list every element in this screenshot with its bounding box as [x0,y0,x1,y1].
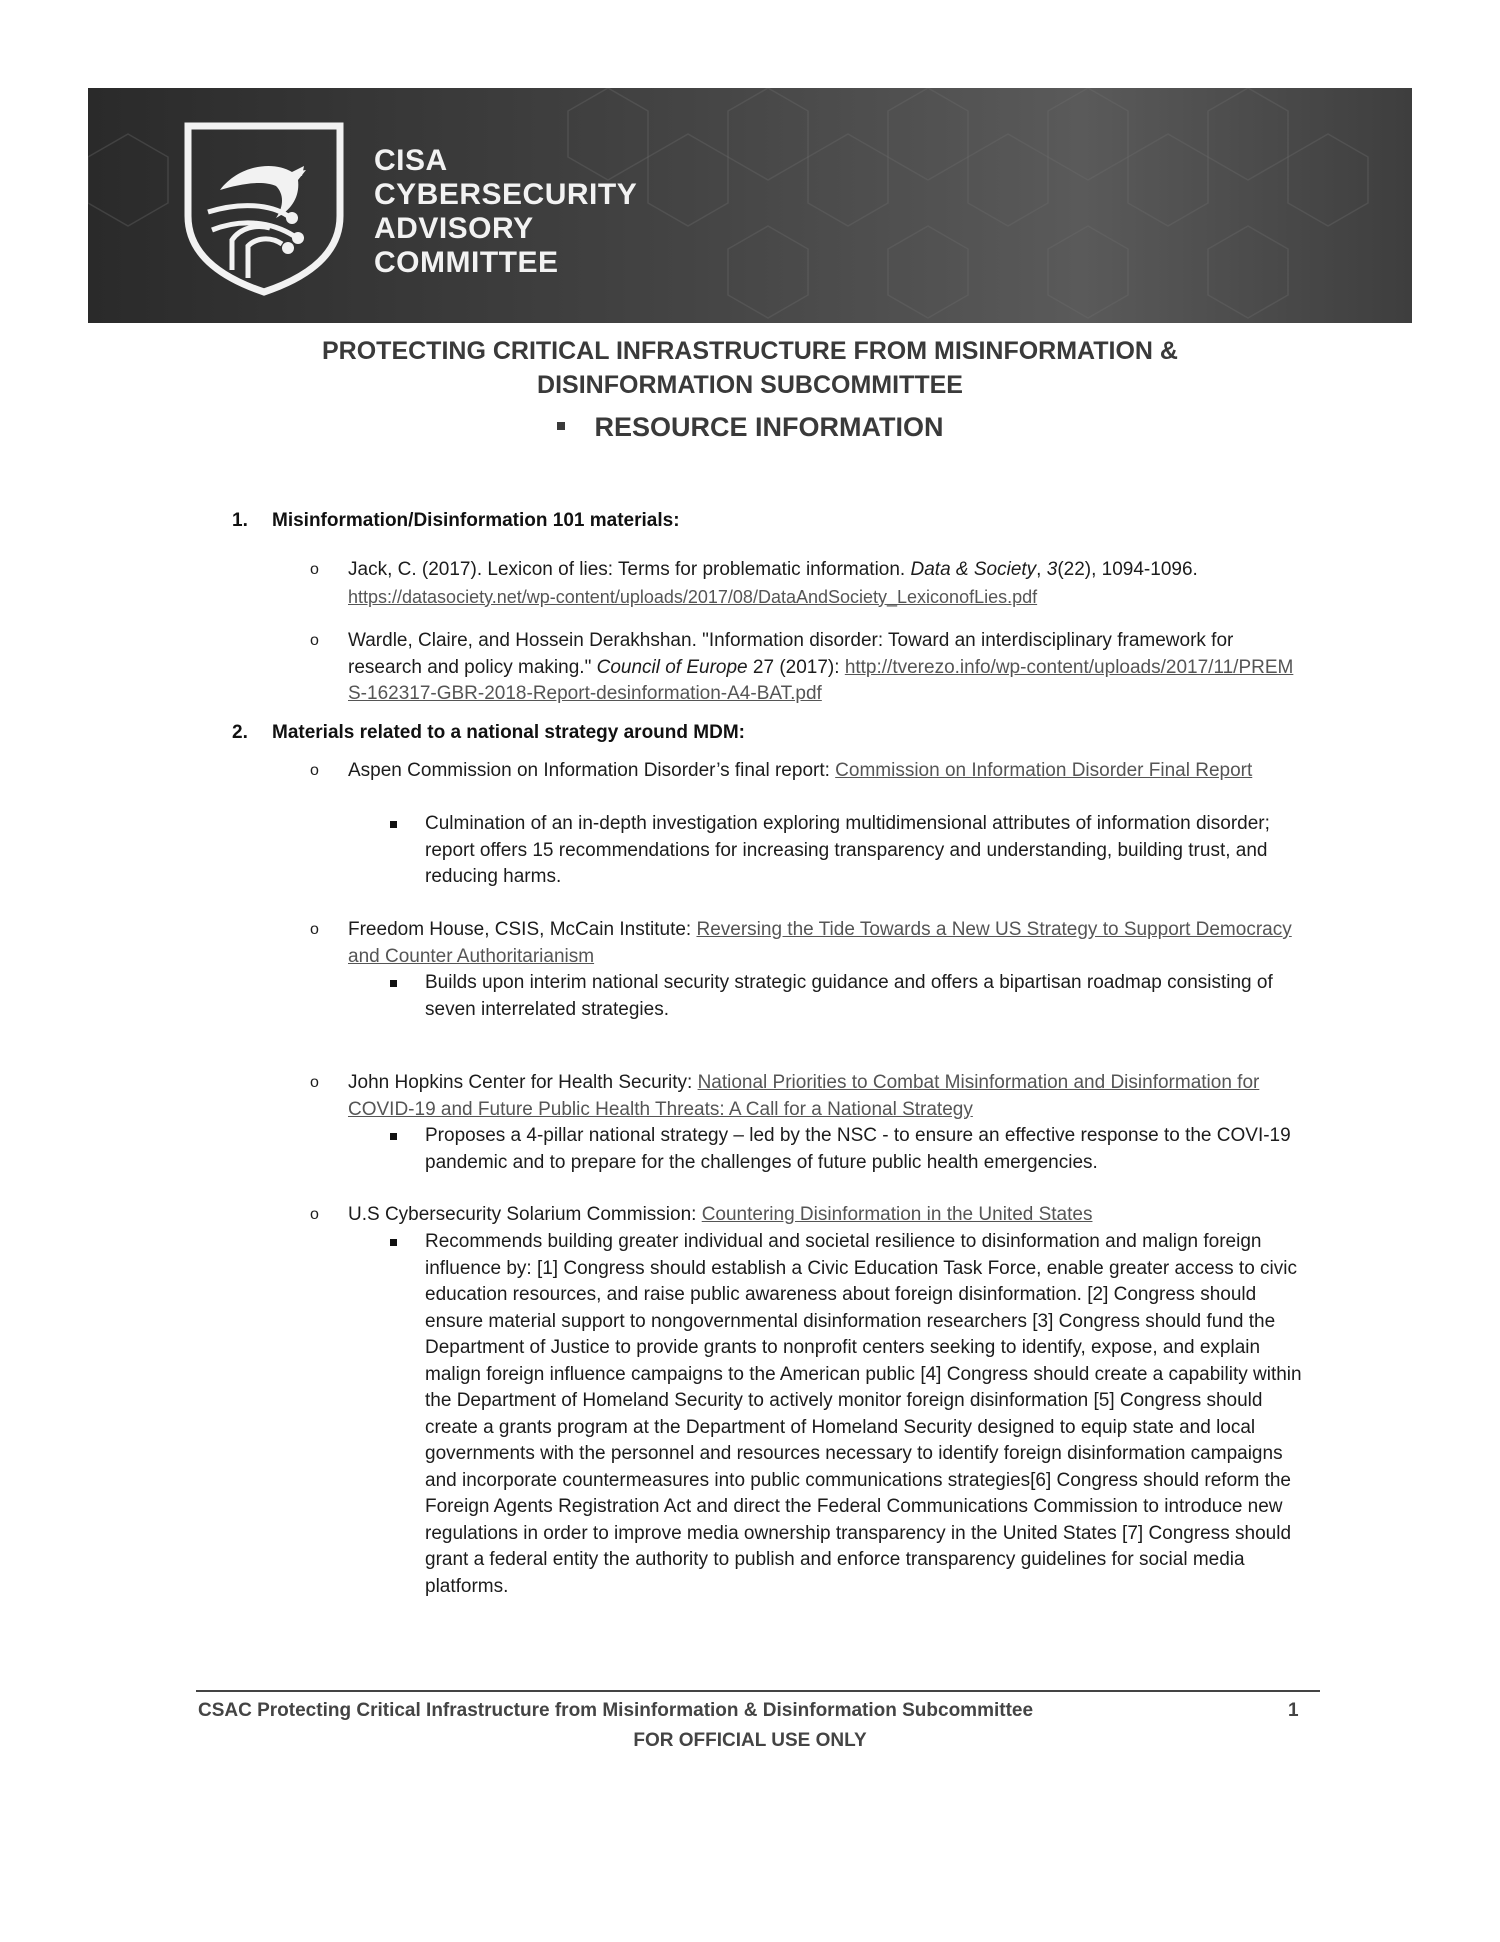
detail-item [425,970,1310,1023]
circle-bullet-icon: o [310,921,319,938]
circle-bullet-icon: o [310,1206,319,1223]
square-bullet-icon [390,1133,397,1140]
circle-bullet-icon: o [310,632,319,649]
list-item [310,1070,1298,1123]
list-item [310,1202,1298,1229]
list-item [310,758,1298,785]
resource-link[interactable]: Commission on Information Disorder Final Report [835,760,1253,781]
circle-bullet-icon: o [310,561,319,578]
section-heading-text: Misinformation/Disinformation 101 materials: [272,510,680,531]
detail-text: Recommends building greater individual and societal resilience to disinformation and malign foreign influence by: [1] Congress should establish a Civic Education Task Force, enable greater access to civic education resources, and raise public awareness about foreign disinformation. [2] Congress should ensure material support to nongovernmental disinformation researchers [3] Congress should fund the Department of Justice to provide grants to nonprofit centers seeking to identify, expose, and explain malign foreign influence campaigns to the American public [4] Congress should create a capability within the Department of Homeland Security to actively monitor foreign disinformation [5] Congress should create a grants program at the Department of Homeland Security designed to equip state and local governments with the personnel and resources necessary to identify foreign disinformation campaigns and incorporate countermeasures into public communications strategies[6] Congress should reform the Foreign Agents Registration Act and direct the Federal Communications Commission to introduce new regulations in order to improve media ownership transparency in the United States [7] Congress should grant a federal entity the authority to publish and enforce transparency guidelines for social media platforms. [425,1231,1302,1597]
citation-text: 27 (2017): [747,656,845,678]
circle-bullet-icon: o [310,762,319,779]
footer-text: CSAC Protecting Critical Infrastructure from Misinformation & Disinformation Subcommittee [198,1700,1034,1721]
title-line-2: DISINFORMATION SUBCOMMITTEE [537,371,963,399]
eagle-shield-logo-icon [180,120,348,296]
square-bullet-icon [390,980,397,987]
list-item [310,557,1298,611]
org-line: ADVISORY [374,212,534,245]
org-line: CISA [374,144,448,177]
list-item [310,917,1298,970]
page-number: 1 [1288,1700,1299,1721]
journal-name: Council of Europe [596,656,748,678]
detail-text: Proposes a 4-pillar national strategy – led by the NSC - to ensure an effective response to the COVI-19 pandemic and to prepare for the challenges of future public health emergencies. [425,1125,1291,1173]
section-heading-text: Materials related to a national strategy around MDM: [272,722,745,743]
detail-item [425,811,1310,891]
list-item [310,628,1298,708]
citation-text: Wardle, Claire, and Hossein Derakhshan. "Information disorder: Toward an interdisciplinary framework for research and policy making." [348,630,1234,678]
title-line-1: PROTECTING CRITICAL INFRASTRUCTURE FROM MISINFORMATION & [322,337,1178,365]
org-line: COMMITTEE [374,246,559,279]
resource-link[interactable]: Reversing the Tide Towards a New US Strategy to Support Democracy and Counter Authoritarianism [348,919,1292,967]
journal-name: Data & Society [910,559,1037,580]
detail-item [425,1123,1310,1176]
square-bullet-icon [557,422,565,430]
detail-text: Culmination of an in-depth investigation exploring multidimensional attributes of information disorder; report offers 15 recommendations for increasing transparency and understanding, building trust, and reducing harms. [425,813,1270,887]
document-title [0,334,1500,402]
reference-link[interactable]: https://datasociety.net/wp-content/uploads/2017/08/DataAndSociety_LexiconofLies.pdf [348,586,1038,607]
section-number: 1. [232,510,248,531]
circle-bullet-icon: o [310,1074,319,1091]
footer-divider [196,1690,1320,1692]
document-subtitle [0,412,1500,443]
source-name: Freedom House, CSIS, McCain Institute: [348,919,697,940]
square-bullet-icon [390,821,397,828]
source-name: Aspen Commission on Information Disorder’s final report: [348,760,836,781]
header-banner [88,88,1412,323]
reference-link[interactable]: http://tverezo.info/wp-content/uploads/2017/11/PREMS-162317-GBR-2018-Report-desinformation-A4-BAT.pdf [348,656,1294,704]
citation-text: (22), 1094-1096. [1057,559,1198,580]
citation-text: Jack, C. (2017). Lexicon of lies: Terms for problematic information. [348,559,911,580]
resource-link[interactable]: Countering Disinformation in the United States [701,1204,1093,1225]
square-bullet-icon [390,1239,397,1246]
committee-name [374,144,637,280]
subtitle-text: RESOURCE INFORMATION [594,412,944,442]
source-name: U.S Cybersecurity Solarium Commission: [348,1204,702,1225]
org-line: CYBERSECURITY [374,178,638,211]
detail-text: Builds upon interim national security strategic guidance and offers a bipartisan roadmap consisting of seven interrelated strategies. [425,972,1273,1020]
section-number: 2. [232,722,248,743]
detail-item [425,1229,1310,1600]
classification-marking: FOR OFFICIAL USE ONLY [633,1730,867,1751]
section-heading-2 [232,722,745,744]
journal-volume: 3 [1046,559,1058,580]
citation-text: , [1036,559,1047,580]
section-heading-1 [232,510,680,532]
source-name: John Hopkins Center for Health Security: [348,1072,698,1093]
resource-link[interactable]: National Priorities to Combat Misinformation and Disinformation for COVID-19 and Future Public Health Threats: A Call for a National Strategy [348,1072,1260,1120]
